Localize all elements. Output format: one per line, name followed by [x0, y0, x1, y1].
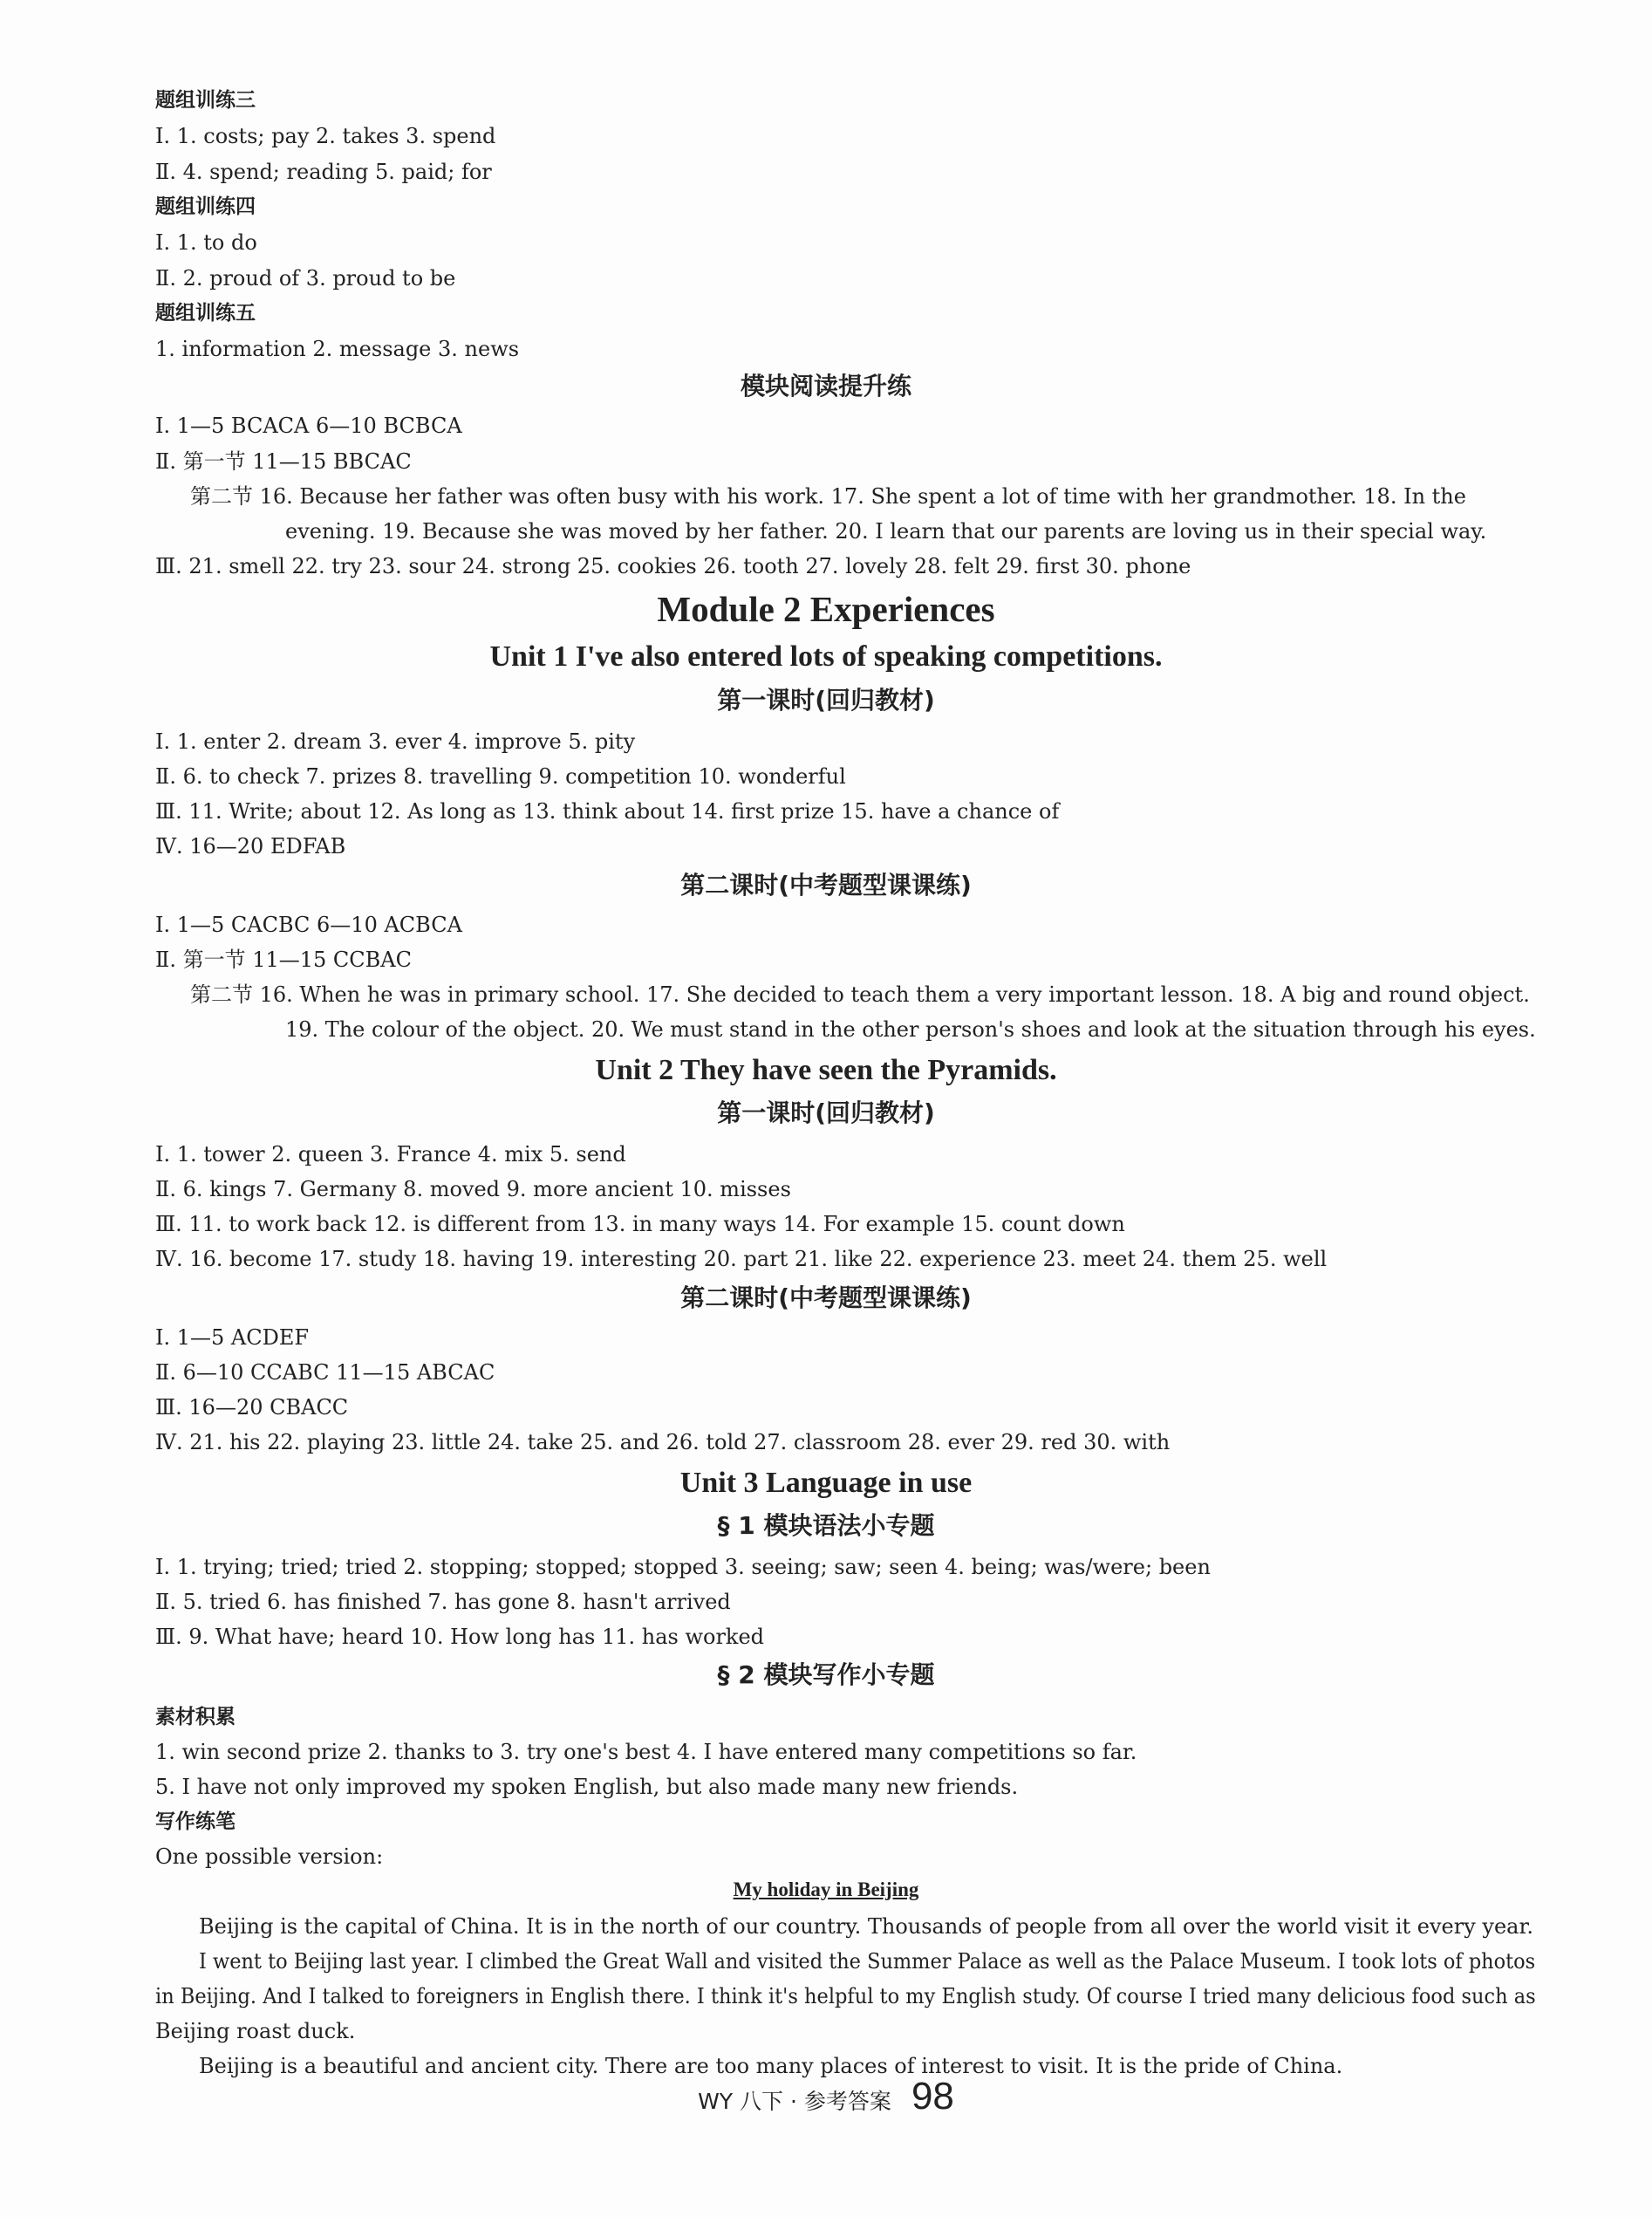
answer-line: Ⅰ. 1—5 ACDEF	[155, 1325, 310, 1350]
answer-line: Ⅱ. 2. proud of 3. proud to be	[155, 266, 456, 291]
unit-title: Unit 2 They have seen the Pyramids.	[595, 1054, 1057, 1086]
answer-line: Ⅰ. 1. enter 2. dream 3. ever 4. improve 5. pity	[155, 729, 636, 754]
page-footer	[0, 2075, 1652, 2118]
answer-line: Ⅳ. 16—20 EDFAB	[155, 834, 346, 859]
answer-line: Ⅱ. 6. kings 7. Germany 8. moved 9. more ancient 10. misses	[155, 1177, 791, 1201]
answer-line: Ⅲ. 21. smell 22. try 23. sour 24. strong 25. cookies 26. tooth 27. lovely 28. felt 29. first 30. phone	[155, 554, 1191, 578]
answer-line: 第二节 16. Because her father was often busy with his work. 17. She spent a lot of time with her grandmother. 18. In the	[190, 484, 1466, 509]
footer-label: WY 八下 · 参考答案	[698, 2089, 891, 2114]
answer-line: Ⅱ. 5. tried 6. has finished 7. has gone 8. hasn't arrived	[155, 1590, 731, 1614]
answer-line: Ⅰ. 1. to do	[155, 230, 257, 255]
group3-title: 题组训练三	[155, 89, 256, 112]
answer-line: Ⅳ. 16. become 17. study 18. having 19. interesting 20. part 21. like 22. experience 23. meet 24. them 25. well	[155, 1247, 1328, 1271]
answer-line: Ⅲ. 11. to work back 12. is different from 13. in many ways 14. For example 15. count down	[155, 1212, 1125, 1236]
lesson-title: 第二课时(中考题型课课练)	[680, 871, 972, 900]
answer-line: Ⅰ. 1—5 CACBC 6—10 ACBCA	[155, 913, 462, 937]
essay-paragraph: I went to Beijing last year. I climbed the Great Wall and visited the Summer Palace as well as the Palace Museum. I took lots of photos	[199, 1949, 1536, 1974]
answer-line: Ⅰ. 1. trying; tried; tried 2. stopping; stopped; stopped 3. seeing; saw; seen 4. being; was/were; been	[155, 1555, 1211, 1579]
essay-paragraph-cont: in Beijing. And I talked to foreigners in English there. I think it's helpful to my English study. Of course I tried many delicious food such as	[155, 1984, 1536, 2008]
answer-line: 1. win second prize 2. thanks to 3. try one's best 4. I have entered many competitions so far.	[155, 1740, 1137, 1764]
answer-line: evening. 19. Because she was moved by her father. 20. I learn that our parents are loving us in their special way.	[285, 519, 1487, 544]
answer-line: Ⅰ. 1—5 BCACA 6—10 BCBCA	[155, 414, 462, 438]
reading-section-title: 模块阅读提升练	[740, 372, 911, 400]
section-title: § 2 模块写作小专题	[717, 1660, 935, 1689]
material-title: 素材积累	[155, 1706, 236, 1728]
unit-title: Unit 1 I've also entered lots of speaking competitions.	[489, 640, 1163, 673]
answer-line: 19. The colour of the object. 20. We must stand in the other person's shoes and look at the situation through his eyes.	[285, 1017, 1536, 1042]
group4-title: 题组训练四	[155, 195, 256, 218]
answer-line: 第二节 16. When he was in primary school. 17. She decided to teach them a very important lesson. 18. A big and round object.	[190, 982, 1530, 1007]
answer-line: Ⅳ. 21. his 22. playing 23. little 24. take 25. and 26. told 27. classroom 28. ever 29. red 30. with	[155, 1430, 1171, 1454]
version-label: One possible version:	[155, 1844, 384, 1869]
answer-line: Ⅱ. 第一节 11—15 CCBAC	[155, 948, 412, 972]
group5-title: 题组训练五	[155, 302, 256, 325]
writing-title: 写作练笔	[155, 1810, 236, 1833]
lesson-title: 第二课时(中考题型课课练)	[680, 1283, 972, 1312]
lesson-title: 第一课时(回归教材)	[717, 1098, 935, 1127]
answer-line: Ⅲ. 9. What have; heard 10. How long has 11. has worked	[155, 1625, 765, 1649]
section-title: § 1 模块语法小专题	[717, 1511, 935, 1540]
answer-line: 5. I have not only improved my spoken English, but also made many new friends.	[155, 1775, 1019, 1799]
answer-line: Ⅱ. 6—10 CCABC 11—15 ABCAC	[155, 1360, 495, 1385]
answer-line: Ⅰ. 1. tower 2. queen 3. France 4. mix 5. send	[155, 1142, 626, 1167]
module-title: Module 2 Experiences	[657, 589, 995, 629]
essay-title: My holiday in Beijing	[733, 1878, 919, 1900]
essay-paragraph-cont: Beijing roast duck.	[155, 2019, 356, 2043]
essay-paragraph: Beijing is the capital of China. It is in the north of our country. Thousands of people from all over the world visit it every year.	[199, 1914, 1533, 1939]
answer-line: 1. information 2. message 3. news	[155, 337, 520, 361]
answer-line: Ⅱ. 4. spend; reading 5. paid; for	[155, 160, 492, 184]
answer-line: Ⅱ. 6. to check 7. prizes 8. travelling 9. competition 10. wonderful	[155, 764, 846, 789]
unit-title: Unit 3 Language in use	[679, 1467, 973, 1499]
lesson-title: 第一课时(回归教材)	[717, 686, 935, 715]
page-number: 98	[911, 2075, 954, 2118]
answer-line: Ⅲ. 16—20 CBACC	[155, 1395, 349, 1420]
answer-line: Ⅱ. 第一节 11—15 BBCAC	[155, 449, 412, 474]
answer-line: Ⅰ. 1. costs; pay 2. takes 3. spend	[155, 124, 496, 148]
answer-line: Ⅲ. 11. Write; about 12. As long as 13. think about 14. first prize 15. have a chance of	[155, 799, 1060, 824]
essay-paragraph: Beijing is a beautiful and ancient city. There are too many places of interest to visit. It is the pride of China.	[199, 2054, 1343, 2078]
